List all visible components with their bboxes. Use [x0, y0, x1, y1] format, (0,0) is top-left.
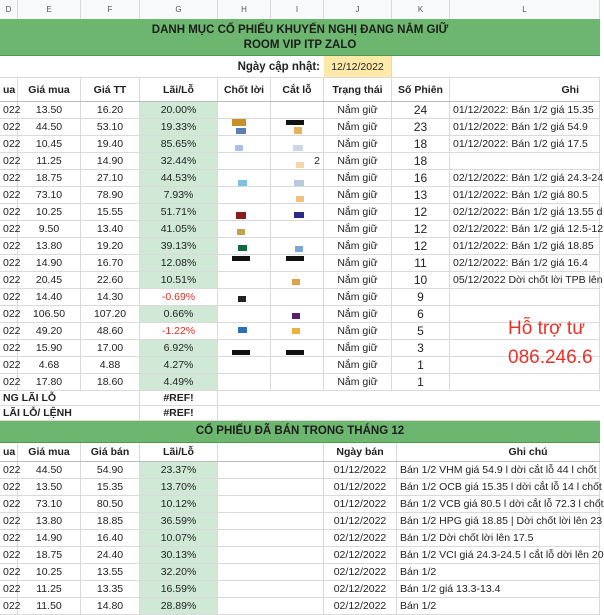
cell-profit-loss[interactable]: 13.70%: [140, 479, 218, 495]
cell-profit-loss[interactable]: 20.00%: [140, 102, 218, 118]
cell-profit-loss[interactable]: 51.71%: [140, 204, 218, 220]
cell-profit-loss[interactable]: 41.05%: [140, 221, 218, 237]
cell-sold-date[interactable]: 02/12/2022: [324, 598, 397, 614]
cell-profit-loss[interactable]: 32.20%: [140, 564, 218, 580]
cell-status[interactable]: Nắm giữ: [324, 289, 392, 305]
cell-note[interactable]: 02/12/2022: Bán 1/2 giá 16.4: [450, 255, 600, 271]
table-row: [0, 513, 603, 530]
cell-market-price[interactable]: 18.60: [81, 374, 140, 390]
cell-buy-price[interactable]: 11.50: [18, 598, 81, 614]
cell-note[interactable]: 02/12/2022: Bán 1/2 giá 13.55 d: [450, 204, 600, 220]
cell-profit-loss[interactable]: 39.13%: [140, 238, 218, 254]
cell-date[interactable]: 022: [0, 323, 18, 339]
cell-note[interactable]: Bán 1/2 VCB giá 80.5 l dời cắt lỗ 72.3 l chốt: [397, 496, 600, 512]
header-sell-price[interactable]: Giá bán: [81, 443, 140, 461]
cell-buy-price[interactable]: 73.10: [18, 187, 81, 203]
sheet-title: DANH MỤC CỔ PHIẾU KHUYẾN NGHỊ ĐANG NẮM GIỮ: [151, 24, 449, 36]
cell-note[interactable]: 01/12/2022: Bán 1/2 giá 17.5: [450, 136, 600, 152]
column-letter[interactable]: D: [0, 0, 18, 19]
redaction-mark: [294, 180, 304, 186]
cell-sessions[interactable]: 23: [392, 119, 450, 135]
cell-market-price[interactable]: 48.60: [81, 323, 140, 339]
cell-date[interactable]: 022: [0, 598, 18, 614]
cell-date[interactable]: 022: [0, 496, 18, 512]
cell-sessions[interactable]: 9: [392, 289, 450, 305]
cell-status[interactable]: Nắm giữ: [324, 255, 392, 271]
cell-date[interactable]: 022: [0, 255, 18, 271]
cell-stop-loss[interactable]: [271, 357, 324, 373]
cell-empty[interactable]: [218, 496, 324, 512]
promo-line-1: Hỗ trợ tư: [508, 318, 585, 339]
holdings-header-row: [0, 78, 600, 102]
cell-buy-price[interactable]: 20.45: [18, 272, 81, 288]
cell-date[interactable]: 022: [0, 479, 18, 495]
cell-buy-price[interactable]: 49.20: [18, 323, 81, 339]
cell-buy-price[interactable]: 10.25: [18, 564, 81, 580]
column-letter[interactable]: G: [140, 0, 218, 19]
cell-buy-price[interactable]: 4.68: [18, 357, 81, 373]
cell-note[interactable]: 01/12/2022: Bán 1/2 giá 18.85: [450, 238, 600, 254]
header-note[interactable]: Ghi: [450, 78, 600, 101]
cell-sessions[interactable]: 1: [392, 374, 450, 390]
redaction-mark: [238, 327, 247, 333]
cell-market-price[interactable]: 13.40: [81, 221, 140, 237]
cell-market-price[interactable]: 4.88: [81, 357, 140, 373]
cell-status[interactable]: Nắm giữ: [324, 204, 392, 220]
table-row: [0, 289, 600, 306]
summary-value[interactable]: #REF!: [140, 406, 218, 420]
cell-sell-price[interactable]: 24.40: [81, 547, 140, 563]
cell-profit-loss[interactable]: 10.12%: [140, 496, 218, 512]
cell-status[interactable]: Nắm giữ: [324, 221, 392, 237]
redaction-mark: [295, 246, 303, 252]
cell-note[interactable]: Bán 1/2 VHM giá 54.9 l dời cắt lỗ 44 l chốt: [397, 462, 600, 478]
cell-date[interactable]: 022: [0, 204, 18, 220]
cell-note[interactable]: Bán 1/2 Dời chốt lời lên 17.5: [397, 530, 600, 546]
cell-sessions[interactable]: 13: [392, 187, 450, 203]
redaction-mark: [294, 212, 304, 218]
cell-date[interactable]: 022: [0, 564, 18, 580]
cell-empty[interactable]: [218, 598, 324, 614]
cell-note[interactable]: 01/12/2022: Bán 1/2 giá 54.9: [450, 119, 600, 135]
cell-status[interactable]: Nắm giữ: [324, 272, 392, 288]
redaction-mark: [232, 256, 250, 261]
cell-date[interactable]: 022: [0, 289, 18, 305]
cell-buy-price[interactable]: 13.50: [18, 102, 81, 118]
cell-date[interactable]: 022: [0, 221, 18, 237]
redaction-mark: [286, 350, 304, 355]
cell-sell-price[interactable]: 54.90: [81, 462, 140, 478]
cell-buy-price[interactable]: 18.75: [18, 170, 81, 186]
cell-note[interactable]: 05/12/2022 Dời chốt lời TPB lên: [450, 272, 600, 288]
cell-note[interactable]: 01/12/2022: Bán 1/2 giá 15.35: [450, 102, 600, 118]
header-sold-date[interactable]: Ngày bán: [324, 443, 397, 461]
header-buy-price[interactable]: Giá mua: [18, 78, 81, 101]
cell-buy-price[interactable]: 13.50: [18, 479, 81, 495]
cell-market-price[interactable]: 17.00: [81, 340, 140, 356]
sold-header-row: [0, 443, 600, 462]
cell-market-price[interactable]: 16.70: [81, 255, 140, 271]
cell-buy-price[interactable]: 10.25: [18, 204, 81, 220]
cell-sessions[interactable]: 12: [392, 221, 450, 237]
cell-sold-date[interactable]: 02/12/2022: [324, 564, 397, 580]
column-letter[interactable]: H: [218, 0, 271, 19]
cell-note[interactable]: [450, 374, 600, 390]
cell-note[interactable]: 02/12/2022: Bán 1/2 giá 24.3-24: [450, 170, 600, 186]
cell-buy-price[interactable]: 14.40: [18, 289, 81, 305]
table-row: [0, 479, 600, 496]
cell-sold-date[interactable]: 01/12/2022: [324, 462, 397, 478]
cell-profit-loss[interactable]: 36.59%: [140, 513, 218, 529]
table-row: [0, 272, 603, 289]
cell-status[interactable]: Nắm giữ: [324, 238, 392, 254]
redaction-mark: [296, 196, 304, 202]
summary-label[interactable]: LÃI LỖ/ LỆNH: [0, 406, 140, 420]
cell-profit-loss[interactable]: 16.59%: [140, 581, 218, 597]
cell-status[interactable]: Nắm giữ: [324, 119, 392, 135]
redaction-mark: [292, 279, 300, 285]
cell-sessions[interactable]: 12: [392, 238, 450, 254]
cell-date[interactable]: 022: [0, 170, 18, 186]
cell-market-price[interactable]: 78.90: [81, 187, 140, 203]
header-status[interactable]: Trạng thái: [324, 78, 392, 101]
cell-stop-loss[interactable]: 2: [271, 153, 324, 169]
cell-note[interactable]: Bán 1/2 VCI giá 24.3-24.5 l cắt lỗ dời lên 20: [397, 547, 600, 563]
header-note[interactable]: Ghi chú: [397, 443, 600, 461]
cell-sell-price[interactable]: 80.50: [81, 496, 140, 512]
cell-sell-price[interactable]: 18.85: [81, 513, 140, 529]
header-market-price[interactable]: Giá TT: [81, 78, 140, 101]
cell-profit-loss[interactable]: 4.49%: [140, 374, 218, 390]
cell-empty[interactable]: [218, 513, 324, 529]
cell-profit-loss[interactable]: 44.53%: [140, 170, 218, 186]
cell-sessions[interactable]: 18: [392, 153, 450, 169]
cell-market-price[interactable]: 53.10: [81, 119, 140, 135]
cell-empty[interactable]: [218, 581, 324, 597]
redaction-mark: [238, 245, 247, 251]
cell-market-price[interactable]: 16.20: [81, 102, 140, 118]
cell-take-profit[interactable]: [218, 306, 271, 322]
header-buy-price[interactable]: Giá mua: [18, 443, 81, 461]
update-row: [0, 56, 600, 78]
cell-note[interactable]: 01/12/2022: Bán 1/2 giá 80.5: [450, 187, 600, 203]
cell-take-profit[interactable]: [218, 272, 271, 288]
cell-date[interactable]: 022: [0, 530, 18, 546]
cell-status[interactable]: Nắm giữ: [324, 136, 392, 152]
cell-sold-date[interactable]: 02/12/2022: [324, 530, 397, 546]
cell-buy-price[interactable]: 11.25: [18, 581, 81, 597]
title-banner: [0, 19, 600, 56]
redaction-mark: [238, 180, 247, 186]
cell-sessions[interactable]: 1: [392, 357, 450, 373]
cell-market-price[interactable]: 19.20: [81, 238, 140, 254]
cell-profit-loss[interactable]: 19.33%: [140, 119, 218, 135]
redaction-mark: [235, 145, 243, 151]
cell-buy-price[interactable]: 13.80: [18, 513, 81, 529]
cell-sell-price[interactable]: 14.80: [81, 598, 140, 614]
cell-buy-price[interactable]: 11.25: [18, 153, 81, 169]
cell-take-profit[interactable]: [218, 136, 271, 152]
redaction-mark: [294, 127, 302, 134]
cell-market-price[interactable]: 107.20: [81, 306, 140, 322]
cell-profit-loss[interactable]: 7.93%: [140, 187, 218, 203]
summary-value[interactable]: #REF!: [140, 391, 218, 405]
cell-market-price[interactable]: 14.90: [81, 153, 140, 169]
cell-buy-price[interactable]: 17.80: [18, 374, 81, 390]
table-row: [0, 496, 604, 513]
cell-market-price[interactable]: 14.30: [81, 289, 140, 305]
cell-profit-loss[interactable]: 10.07%: [140, 530, 218, 546]
cell-status[interactable]: Nắm giữ: [324, 187, 392, 203]
cell-profit-loss[interactable]: 12.08%: [140, 255, 218, 271]
cell-buy-price[interactable]: 14.90: [18, 530, 81, 546]
table-row: [0, 598, 600, 615]
cell-sessions[interactable]: 12: [392, 204, 450, 220]
header-sessions[interactable]: Số Phiên: [392, 78, 450, 101]
cell-profit-loss[interactable]: 10.51%: [140, 272, 218, 288]
cell-date[interactable]: 022: [0, 272, 18, 288]
cell-buy-price[interactable]: 44.50: [18, 119, 81, 135]
cell-profit-loss[interactable]: 6.92%: [140, 340, 218, 356]
header-take-profit[interactable]: Chốt lời: [218, 78, 271, 101]
cell-buy-price[interactable]: 18.75: [18, 547, 81, 563]
sheet-subtitle: ROOM VIP ITP ZALO: [243, 39, 357, 51]
table-row: [0, 102, 600, 119]
cell-market-price[interactable]: 22.60: [81, 272, 140, 288]
cell-profit-loss[interactable]: -1.22%: [140, 323, 218, 339]
cell-date[interactable]: 022: [0, 306, 18, 322]
cell-profit-loss[interactable]: -0.69%: [140, 289, 218, 305]
cell-note[interactable]: 02/12/2022: Bán 1/2 giá 12.5-12: [450, 221, 600, 237]
cell-sessions[interactable]: 10: [392, 272, 450, 288]
redaction-mark: [296, 162, 304, 168]
cell-date[interactable]: 022: [0, 513, 18, 529]
redaction-mark: [238, 296, 246, 302]
cell-status[interactable]: Nắm giữ: [324, 323, 392, 339]
cell-stop-loss[interactable]: [271, 221, 324, 237]
cell-note[interactable]: [450, 289, 600, 305]
cell-date[interactable]: 022: [0, 340, 18, 356]
table-row: [0, 374, 600, 391]
cell-sessions[interactable]: 18: [392, 136, 450, 152]
cell-status[interactable]: Nắm giữ: [324, 357, 392, 373]
cell-date[interactable]: 022: [0, 187, 18, 203]
cell-sell-price[interactable]: 13.35: [81, 581, 140, 597]
cell-note[interactable]: Bán 1/2: [397, 564, 600, 580]
redaction-mark: [236, 128, 246, 134]
table-row: [0, 581, 600, 598]
cell-sessions[interactable]: 24: [392, 102, 450, 118]
table-row: [0, 221, 604, 238]
cell-profit-loss[interactable]: 28.89%: [140, 598, 218, 614]
cell-empty[interactable]: [218, 479, 324, 495]
header-profit-loss[interactable]: Lãi/Lỗ: [140, 443, 218, 461]
redaction-mark: [232, 119, 246, 126]
cell-status[interactable]: Nắm giữ: [324, 306, 392, 322]
cell-empty[interactable]: [218, 564, 324, 580]
cell-market-price[interactable]: 19.40: [81, 136, 140, 152]
cell-buy-price[interactable]: 14.90: [18, 255, 81, 271]
update-label: Ngày cập nhật:: [237, 60, 320, 73]
cell-profit-loss[interactable]: 85.65%: [140, 136, 218, 152]
cell-sold-date[interactable]: 02/12/2022: [324, 547, 397, 563]
cell-buy-price[interactable]: 9.50: [18, 221, 81, 237]
redaction-mark: [292, 313, 300, 319]
cell-take-profit[interactable]: [218, 374, 271, 390]
column-letter[interactable]: J: [324, 0, 392, 19]
redaction-mark: [236, 212, 246, 219]
summary-row: [0, 391, 600, 406]
cell-buy-price[interactable]: 73.10: [18, 496, 81, 512]
cell-sessions[interactable]: 3: [392, 340, 450, 356]
cell-date[interactable]: 022: [0, 462, 18, 478]
cell-buy-price[interactable]: 13.80: [18, 238, 81, 254]
sold-section-title: CỔ PHIẾU ĐÃ BÁN TRONG THÁNG 12: [195, 425, 405, 437]
cell-status[interactable]: Nắm giữ: [324, 340, 392, 356]
cell-stop-loss[interactable]: [271, 102, 324, 118]
column-letter[interactable]: L: [450, 0, 600, 19]
column-header-bar: [0, 0, 600, 20]
cell-date[interactable]: 022: [0, 357, 18, 373]
redaction-mark: [232, 350, 250, 355]
cell-sold-date[interactable]: 01/12/2022: [324, 513, 397, 529]
cell-date[interactable]: 022: [0, 238, 18, 254]
redaction-mark: [237, 229, 245, 235]
cell-sold-date[interactable]: 01/12/2022: [324, 496, 397, 512]
cell-take-profit[interactable]: [218, 153, 271, 169]
summary-label[interactable]: NG LÃI LỖ: [0, 391, 140, 405]
header-date[interactable]: ua: [0, 78, 18, 101]
cell-status[interactable]: Nắm giữ: [324, 102, 392, 118]
header-date[interactable]: ua: [0, 443, 18, 461]
cell-sold-date[interactable]: 01/12/2022: [324, 479, 397, 495]
cell-sell-price[interactable]: 15.35: [81, 479, 140, 495]
table-row: [0, 462, 600, 479]
header-profit-loss[interactable]: Lãi/Lỗ: [140, 78, 218, 101]
cell-take-profit[interactable]: [218, 357, 271, 373]
cell-date[interactable]: 022: [0, 581, 18, 597]
cell-note[interactable]: Bán 1/2 HPG giá 18.85 | Dời chốt lời lên 23: [397, 513, 600, 529]
cell-profit-loss[interactable]: 32.44%: [140, 153, 218, 169]
cell-market-price[interactable]: 15.55: [81, 204, 140, 220]
cell-status[interactable]: Nắm giữ: [324, 374, 392, 390]
cell-status[interactable]: Nắm giữ: [324, 170, 392, 186]
cell-profit-loss[interactable]: 30.13%: [140, 547, 218, 563]
cell-buy-price[interactable]: 106.50: [18, 306, 81, 322]
cell-profit-loss[interactable]: 4.27%: [140, 357, 218, 373]
cell-stop-loss[interactable]: [271, 374, 324, 390]
update-date[interactable]: 12/12/2022: [324, 56, 392, 77]
cell-buy-price[interactable]: 10.45: [18, 136, 81, 152]
cell-date[interactable]: 022: [0, 102, 18, 118]
redaction-mark: [286, 120, 304, 125]
table-row: [0, 530, 600, 547]
column-letter[interactable]: I: [271, 0, 324, 19]
cell-take-profit[interactable]: [218, 187, 271, 203]
promo-line-2: 086.246.6: [508, 347, 593, 368]
column-letter[interactable]: F: [81, 0, 140, 19]
header-empty: [218, 443, 324, 461]
cell-sold-date[interactable]: 02/12/2022: [324, 581, 397, 597]
cell-sell-price[interactable]: 16.40: [81, 530, 140, 546]
cell-note[interactable]: Bán 1/2 OCB giá 15.35 l dời cắt lỗ 14 l chốt: [397, 479, 600, 495]
cell-profit-loss[interactable]: 23.37%: [140, 462, 218, 478]
cell-sessions[interactable]: 5: [392, 323, 450, 339]
cell-sell-price[interactable]: 13.55: [81, 564, 140, 580]
summary-row: [0, 406, 600, 421]
column-letter[interactable]: K: [392, 0, 450, 19]
cell-empty[interactable]: [218, 547, 324, 563]
cell-stop-loss[interactable]: [271, 289, 324, 305]
table-row: [0, 547, 604, 564]
redaction-mark: [292, 328, 300, 334]
cell-note[interactable]: Bán 1/2 giá 13.3-13.4: [397, 581, 600, 597]
cell-profit-loss[interactable]: 0.66%: [140, 306, 218, 322]
sold-section-banner: [0, 421, 600, 443]
cell-status[interactable]: Nắm giữ: [324, 153, 392, 169]
redaction-mark: [286, 256, 304, 261]
redaction-mark: [293, 145, 303, 151]
cell-buy-price[interactable]: 44.50: [18, 462, 81, 478]
cell-date[interactable]: 022: [0, 136, 18, 152]
header-stop-loss[interactable]: Cắt lỗ: [271, 78, 324, 101]
column-letter[interactable]: E: [18, 0, 81, 19]
cell-note[interactable]: Bán 1/2: [397, 598, 600, 614]
cell-buy-price[interactable]: 15.90: [18, 340, 81, 356]
cell-sessions[interactable]: 16: [392, 170, 450, 186]
cell-empty[interactable]: [218, 530, 324, 546]
cell-sessions[interactable]: 11: [392, 255, 450, 271]
cell-sessions[interactable]: 6: [392, 306, 450, 322]
cell-empty[interactable]: [218, 462, 324, 478]
cell-date[interactable]: 022: [0, 153, 18, 169]
cell-date[interactable]: 022: [0, 547, 18, 563]
cell-date[interactable]: 022: [0, 374, 18, 390]
table-row: [0, 564, 600, 581]
cell-note[interactable]: [450, 153, 600, 169]
cell-take-profit[interactable]: [218, 102, 271, 118]
cell-market-price[interactable]: 27.10: [81, 170, 140, 186]
cell-date[interactable]: 022: [0, 119, 18, 135]
